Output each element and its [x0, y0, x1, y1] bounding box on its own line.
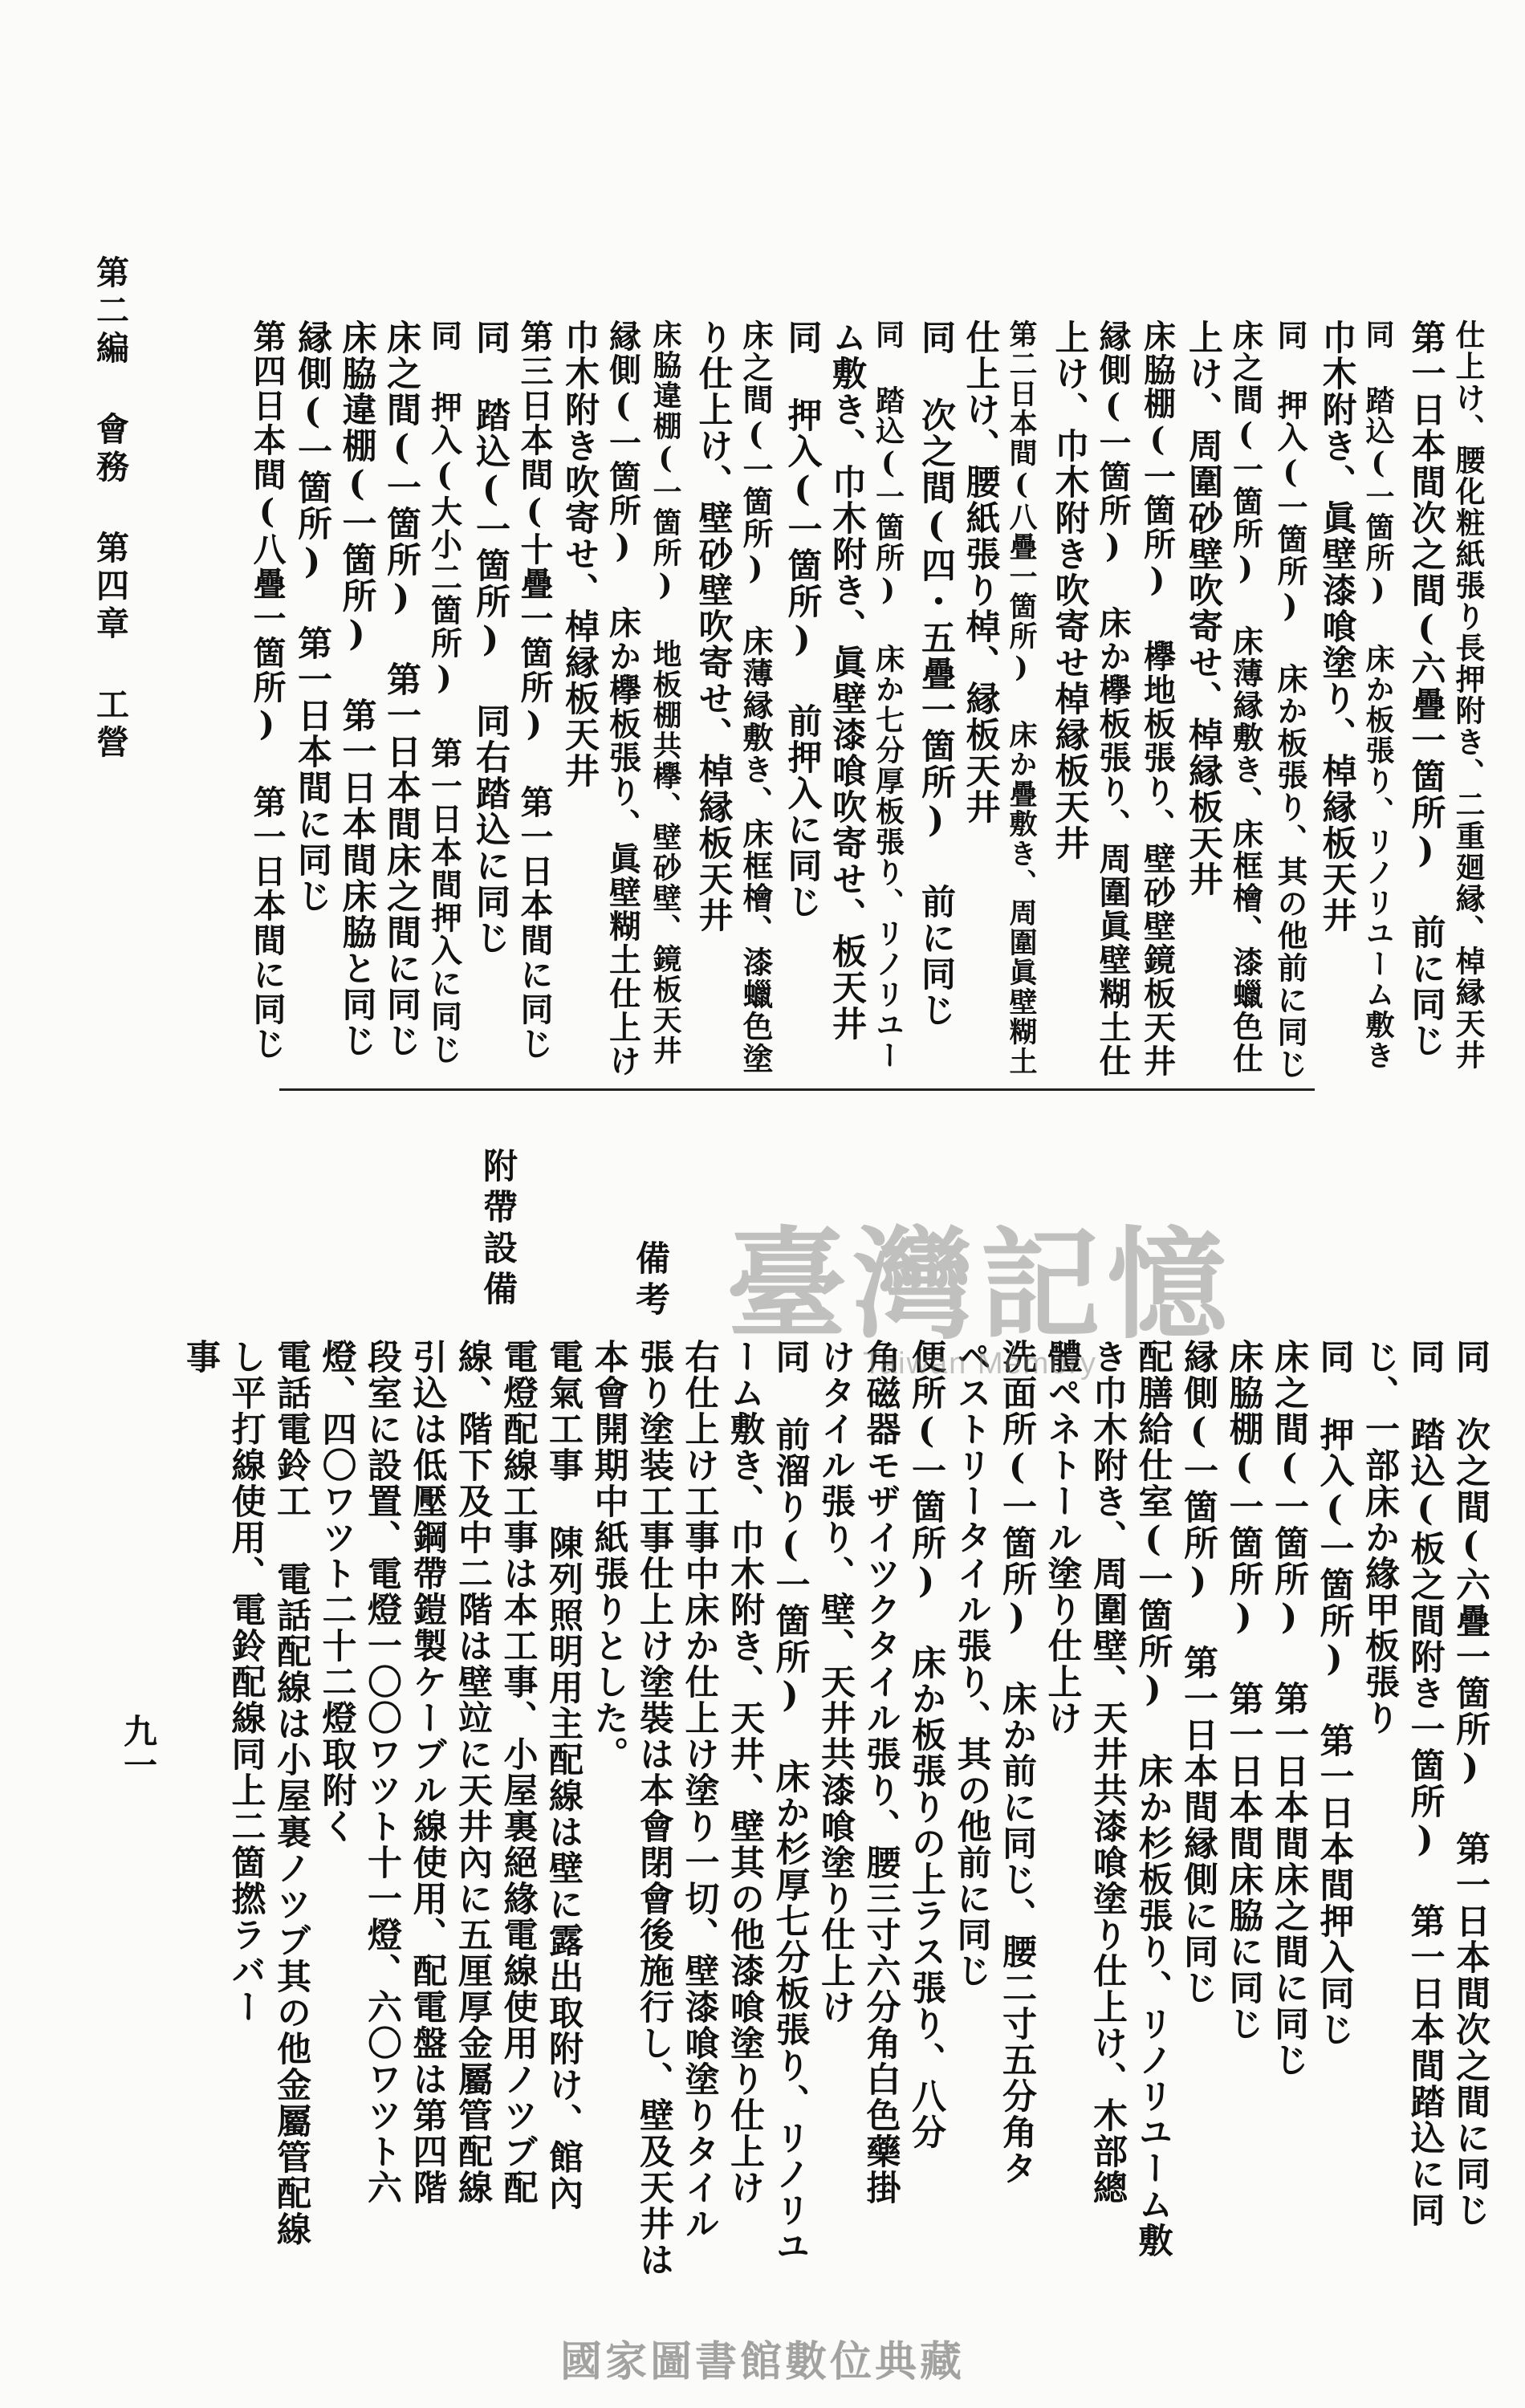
lower-column: 電話電鈴工 電話配線は小屋裏ノツブ其の他金屬管配線	[271, 1339, 311, 2247]
lower-column: ーム敷き、巾木附き、天井、壁其の他漆喰塗り仕上け	[725, 1339, 765, 2206]
upper-column: 第四日本間(八疊一箇所) 第一日本間に同じ	[247, 319, 287, 1061]
lower-column: 電燈配線工事は本工事、小屋裏絕緣電線使用ノツブ配	[498, 1339, 539, 2206]
lower-column: 事	[181, 1339, 221, 1375]
upper-column: 同 次之間(四・五疊一箇所) 前に同じ	[916, 319, 956, 1028]
upper-column: 縁側(一箇所) 床か欅板張り、眞壁糊土仕上け	[604, 319, 642, 1078]
footer-archive-label: 國家圖書館數位典藏	[559, 2338, 965, 2386]
upper-column: り仕上け、壁砂壁吹寄せ、棹縁板天井	[693, 319, 734, 934]
lower-column: 體ペネトール塗り仕上け	[1042, 1339, 1083, 1736]
lower-column: 床之間(一箇所) 第一日本間床之間に同じ	[1269, 1339, 1309, 2078]
upper-column: 床之間(一箇所) 床薄縁敷き、床框檜、漆蠟色仕	[1227, 319, 1264, 1075]
section-label-biko: 備考	[630, 1240, 670, 1322]
upper-column: 同 押入(大小二箇所) 第一日本間押入に同じ	[425, 319, 463, 1066]
lower-column: ペストリータイル張り、其の他前に同じ	[951, 1339, 992, 1989]
lower-column: し平打線使用、電鈴配線同上二箇撚ラバー	[226, 1339, 266, 2025]
lower-column: 電氣工事 陳列照明用主配線は壁に露出取附け、館內	[543, 1339, 584, 2211]
lower-column: 引込は低壓鋼帶鎧製ケーブル線使用、配電盤は第四階	[407, 1339, 448, 2206]
upper-column: 床之間(一箇所) 第一日本間床之間に同じ	[381, 319, 421, 1059]
upper-column: 巾木附き吹寄せ、棹縁板天井	[559, 319, 600, 789]
lower-column: 同 次之間(六疊一箇所) 第一日本間次之間に同じ	[1450, 1339, 1490, 2228]
lower-column: 同 前溜り(一箇所) 床か杉厚七分板張り、リノリユ	[770, 1339, 811, 2264]
lower-column: 床脇棚(一箇所) 第一日本間床脇に同じ	[1223, 1339, 1264, 2042]
lower-column: けタイル張り、壁、天井共漆喰塗り仕上け	[815, 1339, 856, 2025]
upper-column: 同 押入(一箇所) 前押入に同じ	[782, 319, 823, 920]
lower-column: き巾木附き、周圍壁、天井共漆喰塗り仕上け、木部總	[1088, 1339, 1128, 2206]
upper-column: 上け、巾木附き吹寄せ棹縁板天井	[1049, 319, 1090, 861]
lower-column: 角磁器モザイツクタイル張り、腰三寸六分角白色藥掛	[860, 1339, 901, 2206]
upper-column: 縁側(一箇所) 床か欅板張り、周圍眞壁糊土仕	[1094, 319, 1132, 1078]
page-number: 九一	[119, 1714, 158, 1781]
lower-column: 本會開期中紙張りとした。	[588, 1339, 629, 1772]
section-label-futai: 附帶設備	[478, 1148, 518, 1312]
upper-column: 第一日本間次之間(六疊一箇所) 前に同じ	[1405, 319, 1446, 1059]
lower-column: じ、一部床か緣甲板張り	[1360, 1339, 1400, 1736]
upper-column: 床脇棚(一箇所) 欅地板張り、壁砂壁鏡板天井	[1138, 319, 1177, 1078]
upper-column: 同 踏込(一箇所) 床か板張り、リノリユーム敷き	[1361, 319, 1395, 1071]
upper-column: 床之間(一箇所) 床薄縁敷き、床框檜、漆蠟色塗	[738, 319, 774, 1075]
section-divider	[279, 1088, 1315, 1091]
upper-column: 第二日本間(八疊一箇所) 床か疊敷き、周圍眞壁糊土	[1005, 319, 1038, 1076]
lower-column: 同 踏込(板之間附き一箇所) 第一日本間踏込に同	[1405, 1339, 1446, 2228]
lower-column: 縁側(一箇所) 第一日本間縁側に同じ	[1178, 1339, 1218, 2006]
lower-column: 洗面所(一箇所) 床か前に同じ、腰二寸五分角タ	[997, 1339, 1037, 2186]
lower-column: 線、階下及中二階は壁竝に天井內に五厘厚金屬管配線	[453, 1339, 493, 2206]
upper-column: 巾木附き、眞壁漆喰塗り、棹縁板天井	[1316, 319, 1357, 934]
watermark-main: 臺灣記憶	[726, 1214, 1234, 1356]
lower-column: 便所(一箇所) 床か板張りの上ラス張り、八分	[906, 1339, 946, 2150]
lower-column: 張り塗装工事仕上け塗裝は本會閉會後施行し、壁及天井は	[634, 1339, 674, 2278]
lower-column: 右仕上け工事中床か仕上け塗り一切、壁漆喰塗りタイル	[679, 1339, 720, 2242]
lower-column: 燈、四〇ワツト二十二燈取附く	[316, 1339, 357, 1845]
upper-column: ム敷き、巾木附き、眞壁漆喰吹寄せ、板天井	[827, 319, 867, 1042]
upper-column: 同 踏込(一箇所) 同右踏込に同じ	[470, 319, 510, 956]
upper-column: 第三日本間(十疊一箇所) 第一日本間に同じ	[514, 319, 554, 1061]
watermark-sub: Taiwan Memory	[862, 1347, 1098, 1381]
upper-column: 同 踏込(一箇所) 床か七分厚板張り、リノリユー	[871, 319, 905, 1071]
upper-column: 床脇違棚(一箇所) 第一日本間床脇と同じ	[336, 319, 377, 1059]
upper-column: 同 押入(一箇所) 床か板張り、其の他前に同じ	[1272, 319, 1308, 1080]
upper-column: 床脇違棚(一箇所) 地板棚共欅、壁砂壁、鏡板天井	[649, 319, 682, 1066]
upper-column: 上け、周圍砂壁吹寄せ、棹縁板天井	[1183, 319, 1223, 897]
lower-column: 同 押入(一箇所) 第一日本間押入同じ	[1314, 1339, 1355, 2048]
upper-column: 縁側(一箇所) 第一日本間に同じ	[292, 319, 332, 914]
upper-column: 仕上け、腰紙張り棹、縁板天井	[960, 319, 1001, 825]
upper-column: 仕上け、腰化粧紙張り長押附き、二重廻縁、棹縁天井	[1450, 319, 1486, 1071]
lower-column: 配膳給仕室(一箇所) 床か杉板張り、リノリユーム敷	[1133, 1339, 1173, 2259]
lower-column: 段室に設置、電燈一〇〇ワツト十一燈、六〇ワツト六	[362, 1339, 402, 2206]
running-head: 第二編 會務 第四章 工營	[91, 255, 129, 763]
